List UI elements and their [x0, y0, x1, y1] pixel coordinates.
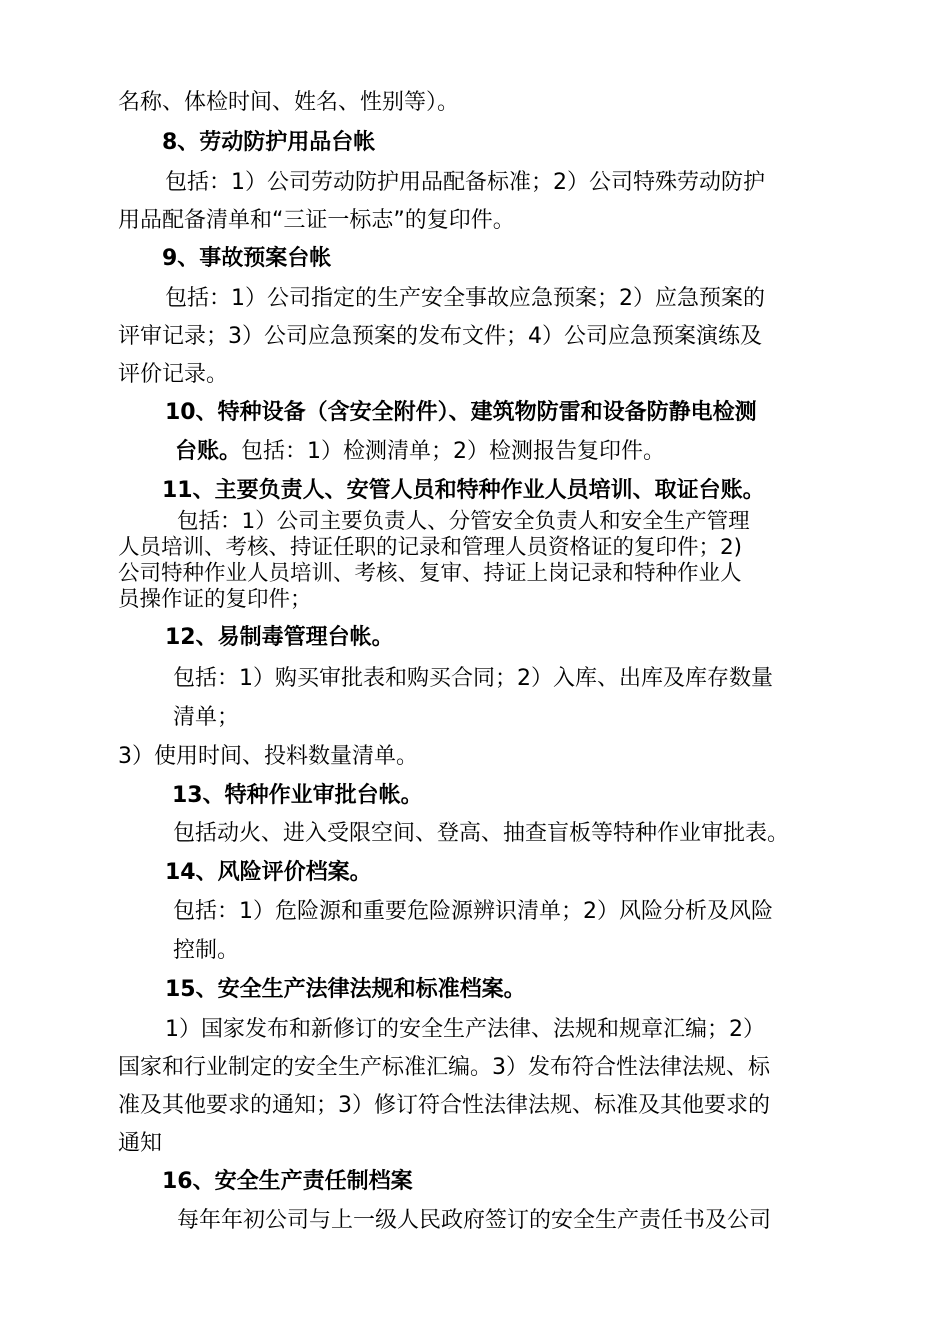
paragraph-line: 评审记录；3）公司应急预案的发布文件；4）公司应急预案演练及 — [118, 324, 762, 349]
paragraph-line: 包括动火、进入受限空间、登高、抽查盲板等特种作业审批表。 — [173, 821, 790, 846]
paragraph-line — [175, 437, 665, 467]
paragraph-line: 用品配备清单和“三证一标志”的复印件。 — [118, 208, 515, 233]
paragraph-line: 包括：1）危险源和重要危险源辨识清单；2）风险分析及风险 — [173, 899, 773, 924]
paragraph-line: 每年年初公司与上一级人民政府签订的安全生产责任书及公司 — [177, 1208, 772, 1233]
section-heading-14: 14、风险评价档案。 — [165, 860, 372, 885]
section-heading-8: 8、劳动防护用品台帐 — [162, 130, 376, 155]
section-heading-12: 12、易制毒管理台帐。 — [165, 625, 394, 650]
paragraph-line: 包括：1）公司主要负责人、分管安全负责人和安全生产管理 — [177, 509, 750, 534]
paragraph-line: 包括：1）公司指定的生产安全事故应急预案；2）应急预案的 — [165, 286, 765, 311]
paragraph-line: 3）使用时间、投料数量清单。 — [118, 744, 418, 769]
heading-body-text: 包括：1）检测清单；2）检测报告复印件。 — [241, 439, 666, 464]
section-heading-9: 9、事故预案台帐 — [162, 246, 332, 271]
paragraph-line: 包括：1）购买审批表和购买合同；2）入库、出库及库存数量 — [173, 666, 773, 691]
paragraph-line: 公司特种作业人员培训、考核、复审、持证上岗记录和特种作业人 — [118, 561, 742, 586]
paragraph-line: 通知 — [118, 1131, 163, 1156]
paragraph-line: 清单； — [173, 705, 240, 730]
section-heading-11: 11、主要负责人、安管人员和特种作业人员培训、取证台账。 — [162, 478, 765, 503]
section-heading-16: 16、安全生产责任制档案 — [162, 1169, 413, 1194]
paragraph-line: 人员培训、考核、持证任职的记录和管理人员资格证的复印件；2) — [118, 535, 743, 560]
paragraph-line: 名称、体检时间、姓名、性别等）。 — [118, 90, 460, 115]
section-heading-13: 13、特种作业审批台帐。 — [172, 783, 423, 808]
heading-continuation: 台账。 — [175, 439, 242, 464]
section-heading-10: 10、特种设备（含安全附件）、建筑物防雷和设备防静电检测 — [165, 400, 757, 425]
paragraph-line: 1）国家发布和新修订的安全生产法律、法规和规章汇编；2） — [165, 1017, 765, 1042]
section-heading-15: 15、安全生产法律法规和标准档案。 — [165, 977, 526, 1002]
paragraph-line: 准及其他要求的通知；3）修订符合性法律法规、标准及其他要求的 — [118, 1093, 770, 1118]
paragraph-line: 控制。 — [173, 938, 240, 963]
paragraph-line: 评价记录。 — [118, 362, 229, 387]
paragraph-line: 包括：1）公司劳动防护用品配备标准；2）公司特殊劳动防护 — [165, 170, 765, 195]
paragraph-line: 国家和行业制定的安全生产标准汇编。3）发布符合性法律法规、标 — [118, 1055, 770, 1080]
paragraph-line: 员操作证的复印件； — [118, 587, 312, 612]
